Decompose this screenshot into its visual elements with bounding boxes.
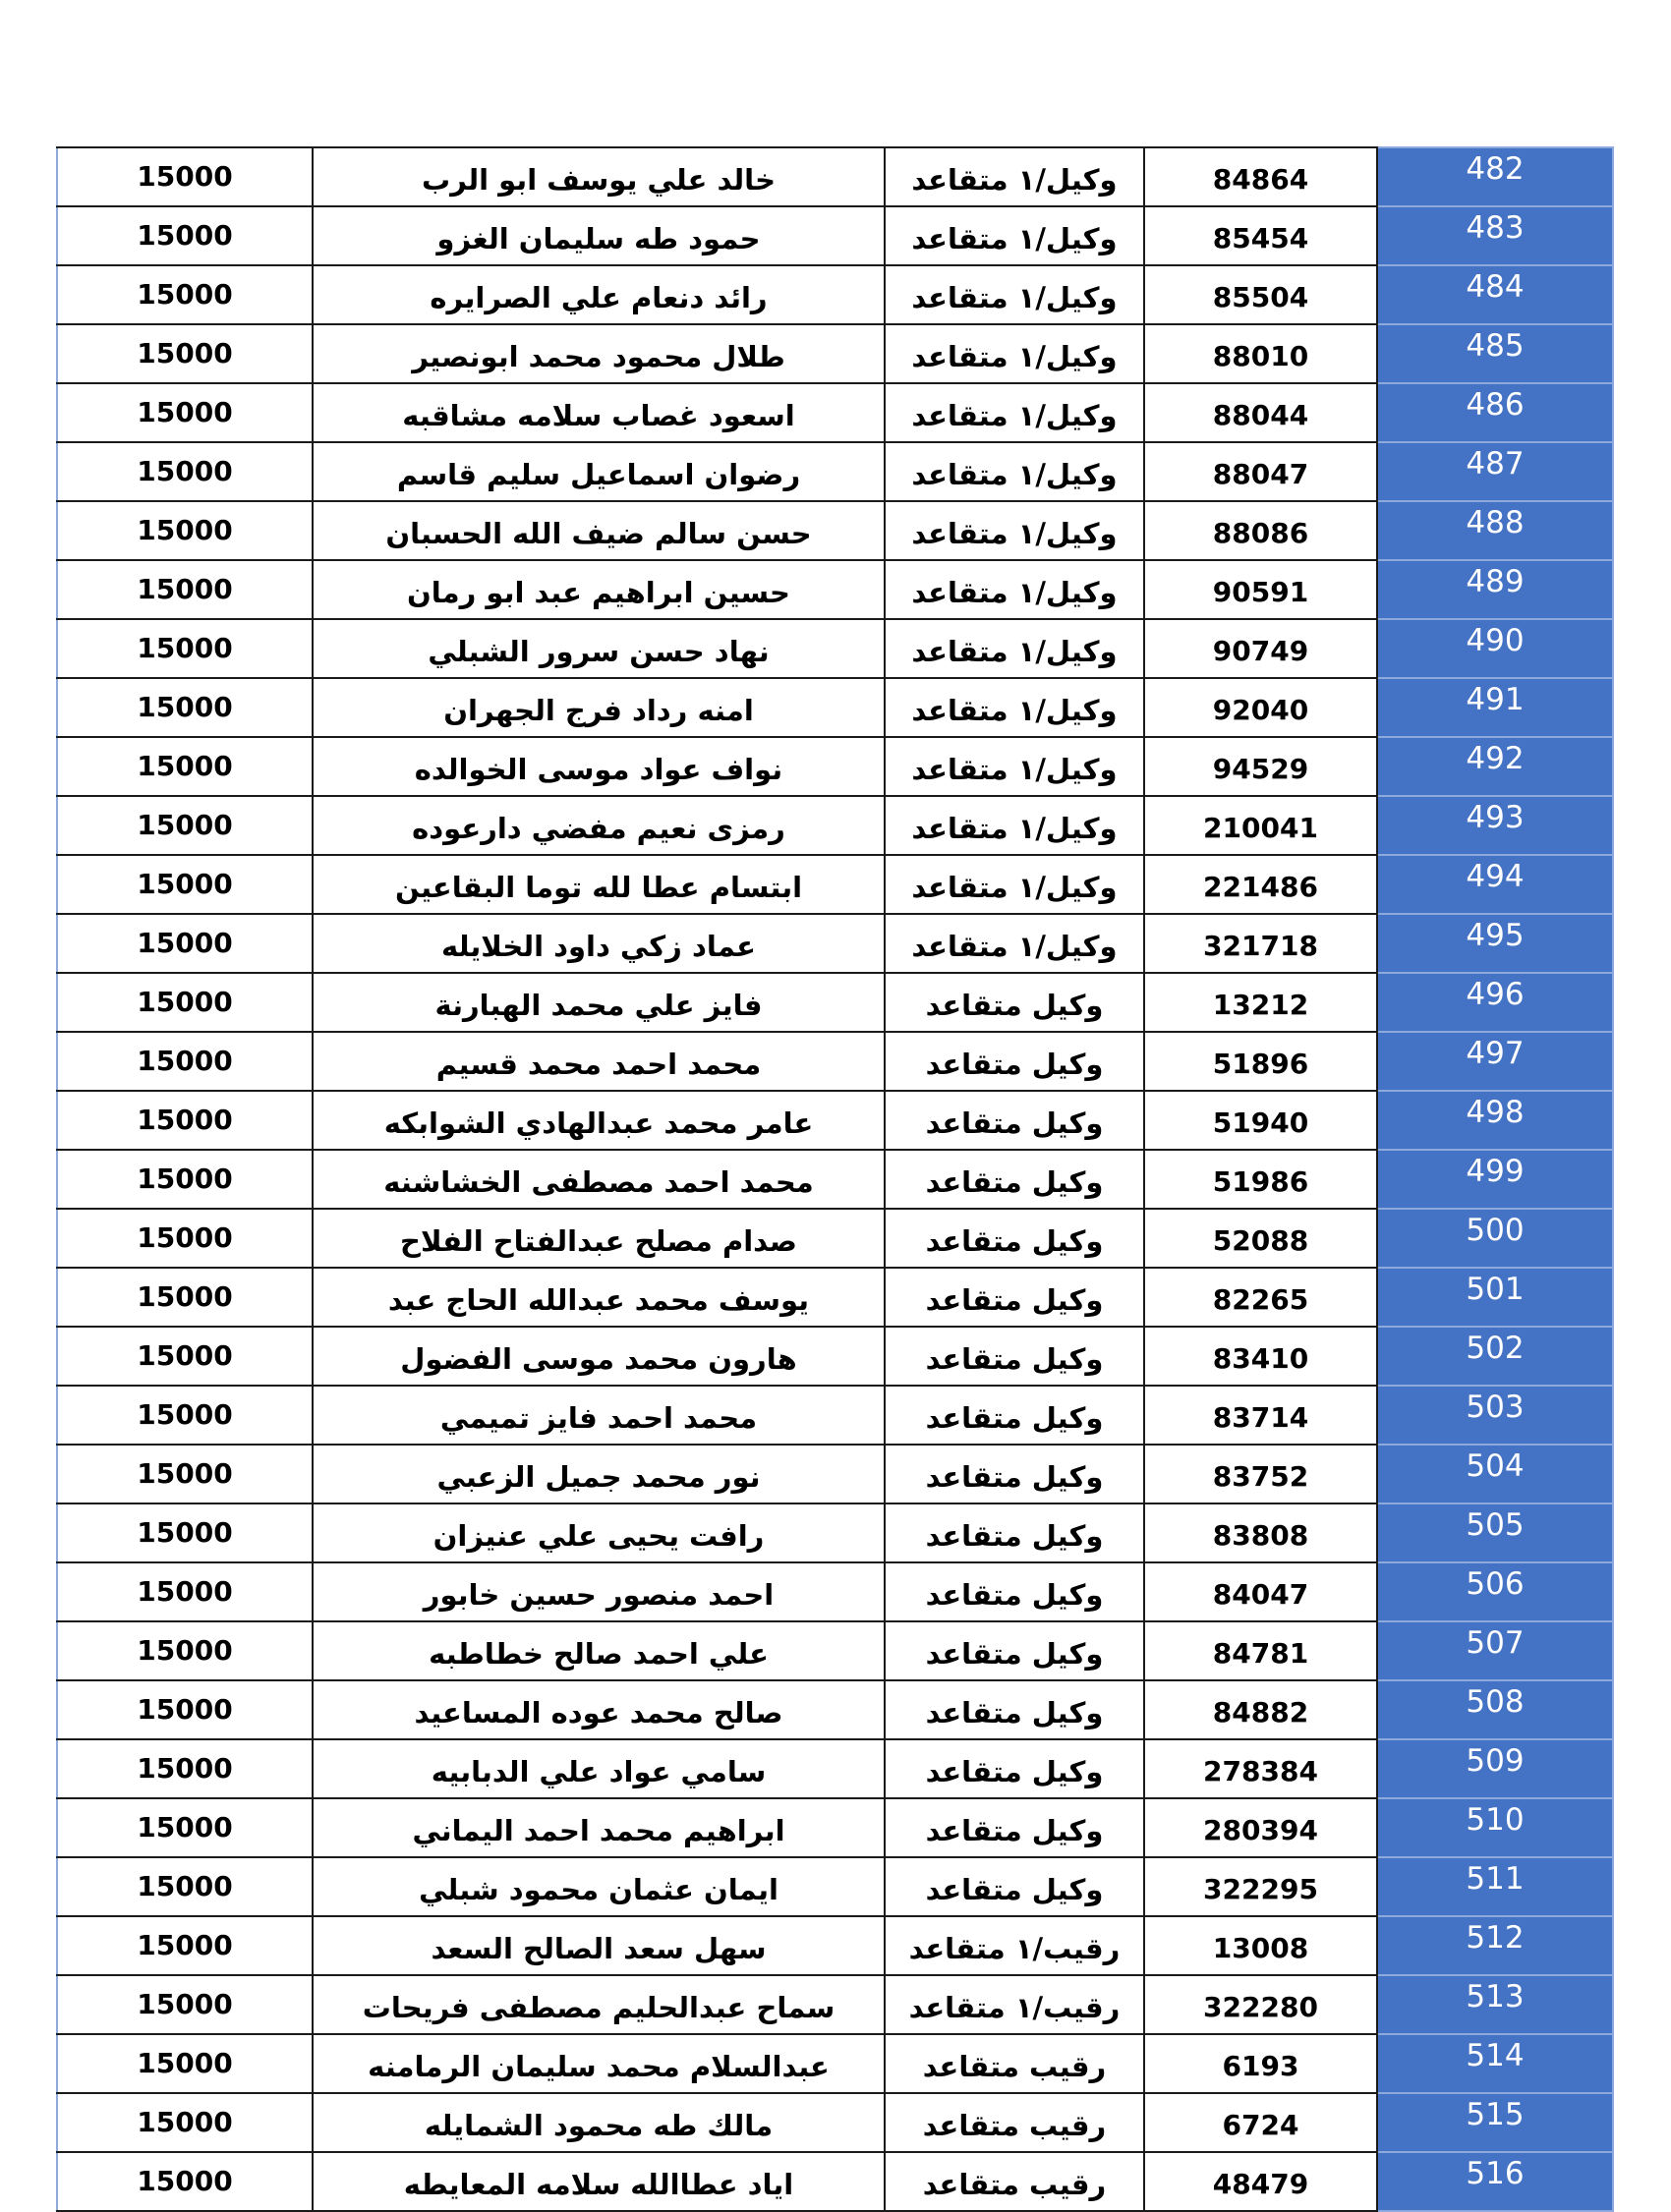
serial-number-cell: 483 [1377, 206, 1613, 265]
id-number-cell: 221486 [1144, 855, 1377, 914]
table-row [57, 265, 1613, 324]
id-number-cell: 48479 [1144, 2152, 1377, 2211]
id-number-cell: 88047 [1144, 442, 1377, 501]
rank-cell: وكيل/١ متقاعد [885, 737, 1144, 796]
name-cell: سهل سعد الصالح السعد [313, 1916, 885, 1975]
amount-cell: 15000 [57, 619, 313, 678]
amount-cell: 15000 [57, 206, 313, 265]
rank-cell: وكيل متقاعد [885, 973, 1144, 1032]
serial-number-cell: 494 [1377, 855, 1613, 914]
table-row [57, 442, 1613, 501]
id-number-cell: 85504 [1144, 265, 1377, 324]
serial-number-cell: 515 [1377, 2093, 1613, 2152]
serial-number-cell: 509 [1377, 1739, 1613, 1798]
name-cell: محمد احمد محمد قسيم [313, 1032, 885, 1091]
serial-number-cell: 512 [1377, 1916, 1613, 1975]
table-row [57, 1503, 1613, 1562]
id-number-cell: 90591 [1144, 560, 1377, 619]
name-cell: حسين ابراهيم عبد ابو رمان [313, 560, 885, 619]
serial-number-cell: 506 [1377, 1562, 1613, 1621]
name-cell: محمد احمد فايز تميمي [313, 1386, 885, 1445]
id-number-cell: 278384 [1144, 1739, 1377, 1798]
name-cell: رافت يحيى علي عنيزان [313, 1503, 885, 1562]
name-cell: علي احمد صالح خطاطبه [313, 1621, 885, 1680]
rank-cell: وكيل متقاعد [885, 1680, 1144, 1739]
id-number-cell: 88010 [1144, 324, 1377, 383]
name-cell: سامي عواد علي الدبابيه [313, 1739, 885, 1798]
name-cell: محمد احمد مصطفى الخشاشنه [313, 1150, 885, 1209]
amount-cell: 15000 [57, 2093, 313, 2152]
amount-cell: 15000 [57, 2152, 313, 2211]
name-cell: عامر محمد عبدالهادي الشوابكه [313, 1091, 885, 1150]
table-row [57, 2034, 1613, 2093]
table-row [57, 147, 1613, 206]
rank-cell: وكيل متقاعد [885, 1798, 1144, 1857]
rank-cell: وكيل/١ متقاعد [885, 147, 1144, 206]
table-row [57, 1798, 1613, 1857]
serial-number-cell: 499 [1377, 1150, 1613, 1209]
serial-number-cell: 500 [1377, 1209, 1613, 1268]
serial-number-cell: 513 [1377, 1975, 1613, 2034]
name-cell: مالك طه محمود الشمايله [313, 2093, 885, 2152]
name-cell: رمزى نعيم مفضي دارعوده [313, 796, 885, 855]
id-number-cell: 83752 [1144, 1445, 1377, 1503]
id-number-cell: 84882 [1144, 1680, 1377, 1739]
id-number-cell: 6724 [1144, 2093, 1377, 2152]
id-number-cell: 13008 [1144, 1916, 1377, 1975]
serial-number-cell: 485 [1377, 324, 1613, 383]
serial-number-cell: 488 [1377, 501, 1613, 560]
table-row [57, 1621, 1613, 1680]
amount-cell: 15000 [57, 1916, 313, 1975]
amount-cell: 15000 [57, 973, 313, 1032]
amount-cell: 15000 [57, 1150, 313, 1209]
amount-cell: 15000 [57, 737, 313, 796]
rank-cell: رقيب/١ متقاعد [885, 1916, 1144, 1975]
amount-cell: 15000 [57, 2034, 313, 2093]
rank-cell: وكيل/١ متقاعد [885, 206, 1144, 265]
table-row [57, 1739, 1613, 1798]
serial-number-cell: 503 [1377, 1386, 1613, 1445]
id-number-cell: 84864 [1144, 147, 1377, 206]
serial-number-cell: 504 [1377, 1445, 1613, 1503]
serial-number-cell: 487 [1377, 442, 1613, 501]
table-row [57, 2152, 1613, 2211]
rank-cell: وكيل/١ متقاعد [885, 324, 1144, 383]
id-number-cell: 52088 [1144, 1209, 1377, 1268]
table-row [57, 1327, 1613, 1386]
id-number-cell: 51896 [1144, 1032, 1377, 1091]
retirees-table [56, 146, 1614, 2212]
name-cell: يوسف محمد عبدالله الحاج عبد [313, 1268, 885, 1327]
id-number-cell: 83714 [1144, 1386, 1377, 1445]
serial-number-cell: 498 [1377, 1091, 1613, 1150]
rank-cell: وكيل متقاعد [885, 1857, 1144, 1916]
table-row [57, 1857, 1613, 1916]
id-number-cell: 92040 [1144, 678, 1377, 737]
amount-cell: 15000 [57, 324, 313, 383]
name-cell: رضوان اسماعيل سليم قاسم [313, 442, 885, 501]
serial-number-cell: 507 [1377, 1621, 1613, 1680]
rank-cell: وكيل/١ متقاعد [885, 560, 1144, 619]
name-cell: احمد منصور حسين خابور [313, 1562, 885, 1621]
name-cell: ابتسام عطا لله توما البقاعين [313, 855, 885, 914]
amount-cell: 15000 [57, 1680, 313, 1739]
rank-cell: رقيب/١ متقاعد [885, 1975, 1144, 2034]
name-cell: عماد زكي داود الخلايله [313, 914, 885, 973]
amount-cell: 15000 [57, 1621, 313, 1680]
id-number-cell: 85454 [1144, 206, 1377, 265]
rank-cell: وكيل/١ متقاعد [885, 914, 1144, 973]
name-cell: حسن سالم ضيف الله الحسبان [313, 501, 885, 560]
name-cell: صالح محمد عوده المساعيد [313, 1680, 885, 1739]
table-row [57, 1386, 1613, 1445]
name-cell: سماح عبدالحليم مصطفى فريحات [313, 1975, 885, 2034]
rank-cell: وكيل متقاعد [885, 1209, 1144, 1268]
name-cell: اياد عطاالله سلامه المعايطه [313, 2152, 885, 2211]
amount-cell: 15000 [57, 796, 313, 855]
serial-number-cell: 495 [1377, 914, 1613, 973]
rank-cell: وكيل متقاعد [885, 1386, 1144, 1445]
name-cell: صدام مصلح عبدالفتاح الفلاح [313, 1209, 885, 1268]
table-row [57, 1975, 1613, 2034]
table-row [57, 619, 1613, 678]
rank-cell: وكيل متقاعد [885, 1739, 1144, 1798]
name-cell: عبدالسلام محمد سليمان الرمامنه [313, 2034, 885, 2093]
rank-cell: رقيب متقاعد [885, 2034, 1144, 2093]
id-number-cell: 6193 [1144, 2034, 1377, 2093]
id-number-cell: 90749 [1144, 619, 1377, 678]
serial-number-cell: 482 [1377, 147, 1613, 206]
id-number-cell: 322295 [1144, 1857, 1377, 1916]
serial-number-cell: 491 [1377, 678, 1613, 737]
serial-number-cell: 510 [1377, 1798, 1613, 1857]
serial-number-cell: 511 [1377, 1857, 1613, 1916]
amount-cell: 15000 [57, 1327, 313, 1386]
name-cell: خالد علي يوسف ابو الرب [313, 147, 885, 206]
rank-cell: رقيب متقاعد [885, 2093, 1144, 2152]
table-row [57, 678, 1613, 737]
amount-cell: 15000 [57, 1562, 313, 1621]
table-row [57, 1268, 1613, 1327]
serial-number-cell: 490 [1377, 619, 1613, 678]
rank-cell: وكيل/١ متقاعد [885, 442, 1144, 501]
table-row [57, 1445, 1613, 1503]
amount-cell: 15000 [57, 914, 313, 973]
serial-number-cell: 484 [1377, 265, 1613, 324]
id-number-cell: 94529 [1144, 737, 1377, 796]
id-number-cell: 321718 [1144, 914, 1377, 973]
amount-cell: 15000 [57, 265, 313, 324]
serial-number-cell: 502 [1377, 1327, 1613, 1386]
id-number-cell: 51940 [1144, 1091, 1377, 1150]
id-number-cell: 83410 [1144, 1327, 1377, 1386]
rank-cell: وكيل/١ متقاعد [885, 383, 1144, 442]
table-row [57, 383, 1613, 442]
table-row [57, 1091, 1613, 1150]
serial-number-cell: 493 [1377, 796, 1613, 855]
serial-number-cell: 496 [1377, 973, 1613, 1032]
table-row [57, 1680, 1613, 1739]
name-cell: حمود طه سليمان الغزو [313, 206, 885, 265]
id-number-cell: 82265 [1144, 1268, 1377, 1327]
id-number-cell: 210041 [1144, 796, 1377, 855]
rank-cell: رقيب متقاعد [885, 2152, 1144, 2211]
serial-number-cell: 508 [1377, 1680, 1613, 1739]
amount-cell: 15000 [57, 855, 313, 914]
rank-cell: وكيل متقاعد [885, 1032, 1144, 1091]
amount-cell: 15000 [57, 1798, 313, 1857]
rank-cell: وكيل متقاعد [885, 1503, 1144, 1562]
amount-cell: 15000 [57, 1091, 313, 1150]
name-cell: نور محمد جميل الزعبي [313, 1445, 885, 1503]
rank-cell: وكيل/١ متقاعد [885, 855, 1144, 914]
amount-cell: 15000 [57, 1975, 313, 2034]
rank-cell: وكيل متقاعد [885, 1621, 1144, 1680]
table-row [57, 1562, 1613, 1621]
table-row [57, 324, 1613, 383]
id-number-cell: 88086 [1144, 501, 1377, 560]
serial-number-cell: 486 [1377, 383, 1613, 442]
serial-number-cell: 501 [1377, 1268, 1613, 1327]
amount-cell: 15000 [57, 1857, 313, 1916]
id-number-cell: 84781 [1144, 1621, 1377, 1680]
name-cell: طلال محمود محمد ابونصير [313, 324, 885, 383]
name-cell: اسعود غصاب سلامه مشاقبه [313, 383, 885, 442]
serial-number-cell: 516 [1377, 2152, 1613, 2211]
amount-cell: 15000 [57, 1739, 313, 1798]
amount-cell: 15000 [57, 1503, 313, 1562]
amount-cell: 15000 [57, 1386, 313, 1445]
id-number-cell: 84047 [1144, 1562, 1377, 1621]
name-cell: نهاد حسن سرور الشبلي [313, 619, 885, 678]
rank-cell: وكيل/١ متقاعد [885, 265, 1144, 324]
rank-cell: وكيل/١ متقاعد [885, 796, 1144, 855]
table-row [57, 855, 1613, 914]
serial-number-cell: 489 [1377, 560, 1613, 619]
table-row [57, 501, 1613, 560]
name-cell: ابراهيم محمد احمد اليماني [313, 1798, 885, 1857]
name-cell: فايز علي محمد الهبارنة [313, 973, 885, 1032]
serial-number-cell: 497 [1377, 1032, 1613, 1091]
table-row [57, 737, 1613, 796]
rank-cell: وكيل/١ متقاعد [885, 678, 1144, 737]
amount-cell: 15000 [57, 442, 313, 501]
table-row [57, 796, 1613, 855]
amount-cell: 15000 [57, 147, 313, 206]
rank-cell: وكيل/١ متقاعد [885, 619, 1144, 678]
rank-cell: وكيل متقاعد [885, 1150, 1144, 1209]
name-cell: رائد دنعام علي الصرايره [313, 265, 885, 324]
id-number-cell: 280394 [1144, 1798, 1377, 1857]
rank-cell: وكيل/١ متقاعد [885, 501, 1144, 560]
table-body [57, 147, 1613, 2211]
table-row [57, 206, 1613, 265]
name-cell: نواف عواد موسى الخوالده [313, 737, 885, 796]
table-row [57, 973, 1613, 1032]
serial-number-cell: 514 [1377, 2034, 1613, 2093]
table-row [57, 560, 1613, 619]
table-row [57, 1916, 1613, 1975]
amount-cell: 15000 [57, 560, 313, 619]
serial-number-cell: 492 [1377, 737, 1613, 796]
rank-cell: وكيل متقاعد [885, 1562, 1144, 1621]
rank-cell: وكيل متقاعد [885, 1268, 1144, 1327]
table-row [57, 2093, 1613, 2152]
id-number-cell: 83808 [1144, 1503, 1377, 1562]
amount-cell: 15000 [57, 1209, 313, 1268]
id-number-cell: 88044 [1144, 383, 1377, 442]
amount-cell: 15000 [57, 383, 313, 442]
table-row [57, 1150, 1613, 1209]
amount-cell: 15000 [57, 501, 313, 560]
id-number-cell: 13212 [1144, 973, 1377, 1032]
amount-cell: 15000 [57, 1032, 313, 1091]
id-number-cell: 51986 [1144, 1150, 1377, 1209]
table-row [57, 914, 1613, 973]
table-row [57, 1032, 1613, 1091]
name-cell: امنه رداد فرج الجهران [313, 678, 885, 737]
rank-cell: وكيل متقاعد [885, 1327, 1144, 1386]
serial-number-cell: 505 [1377, 1503, 1613, 1562]
rank-cell: وكيل متقاعد [885, 1445, 1144, 1503]
table-row [57, 1209, 1613, 1268]
id-number-cell: 322280 [1144, 1975, 1377, 2034]
amount-cell: 15000 [57, 678, 313, 737]
rank-cell: وكيل متقاعد [885, 1091, 1144, 1150]
amount-cell: 15000 [57, 1445, 313, 1503]
amount-cell: 15000 [57, 1268, 313, 1327]
name-cell: هارون محمد موسى الفضول [313, 1327, 885, 1386]
name-cell: ايمان عثمان محمود شبلي [313, 1857, 885, 1916]
